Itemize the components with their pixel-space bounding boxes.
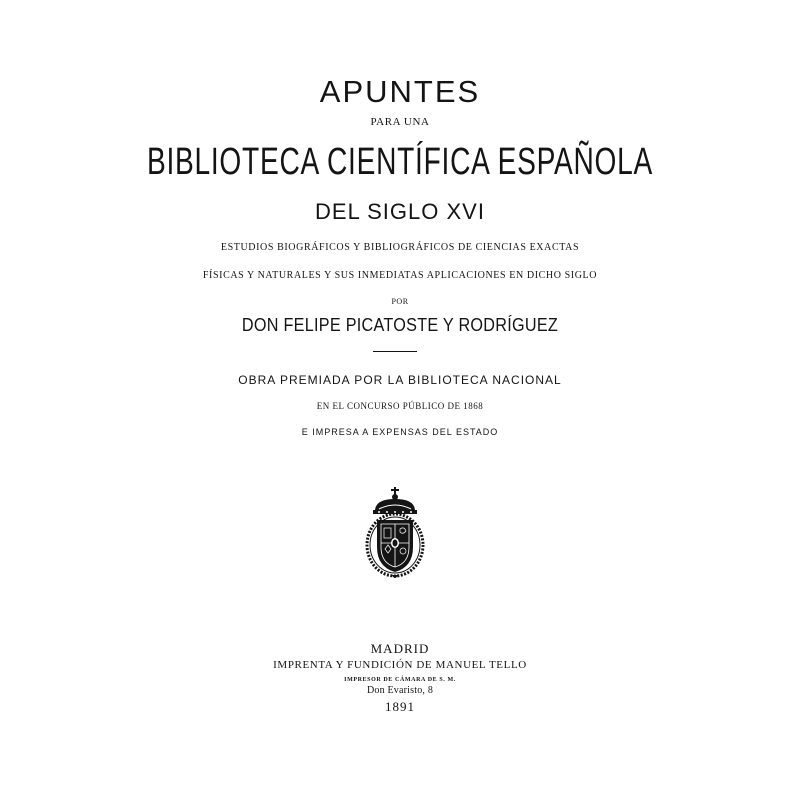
royal-coat-of-arms-icon <box>365 487 425 581</box>
author-name: DON FELIPE PICATOSTE Y RODRÍGUEZ <box>241 315 559 335</box>
imprint-city: MADRID <box>370 641 430 656</box>
imprint-address: Don Evaristo, 8 <box>366 685 434 696</box>
award-line-2: EN EL CONCURSO PÚBLICO DE 1868 <box>316 401 484 411</box>
heading: APUNTES <box>319 74 481 109</box>
by-text: POR <box>391 297 409 306</box>
connector-text: PARA UNA <box>370 116 430 128</box>
century-subtitle: DEL SIGLO XVI <box>315 199 485 224</box>
divider-rule <box>373 351 417 352</box>
subtitle-line-1: ESTUDIOS BIOGRÁFICOS Y BIBLIOGRÁFICOS DE CIENCIAS EXACTAS <box>220 242 580 253</box>
subtitle-line-2: FÍSICAS Y NATURALES Y SUS INMEDIATAS APLICACIONES EN DICHO SIGLO <box>202 270 598 281</box>
award-line-1: OBRA PREMIADA POR LA BIBLIOTECA NACIONAL <box>238 373 562 387</box>
imprint-year: 1891 <box>385 699 415 714</box>
main-title: BIBLIOTECA CIENTÍFICA ESPAÑOLA <box>146 141 654 183</box>
imprint-printer-title: IMPRESOR DE CÁMARA DE S. M. <box>344 677 456 683</box>
award-line-3: E IMPRESA A EXPENSAS DEL ESTADO <box>301 427 499 437</box>
imprint-press: IMPRENTA Y FUNDICIÓN DE MANUEL TELLO <box>273 659 527 671</box>
